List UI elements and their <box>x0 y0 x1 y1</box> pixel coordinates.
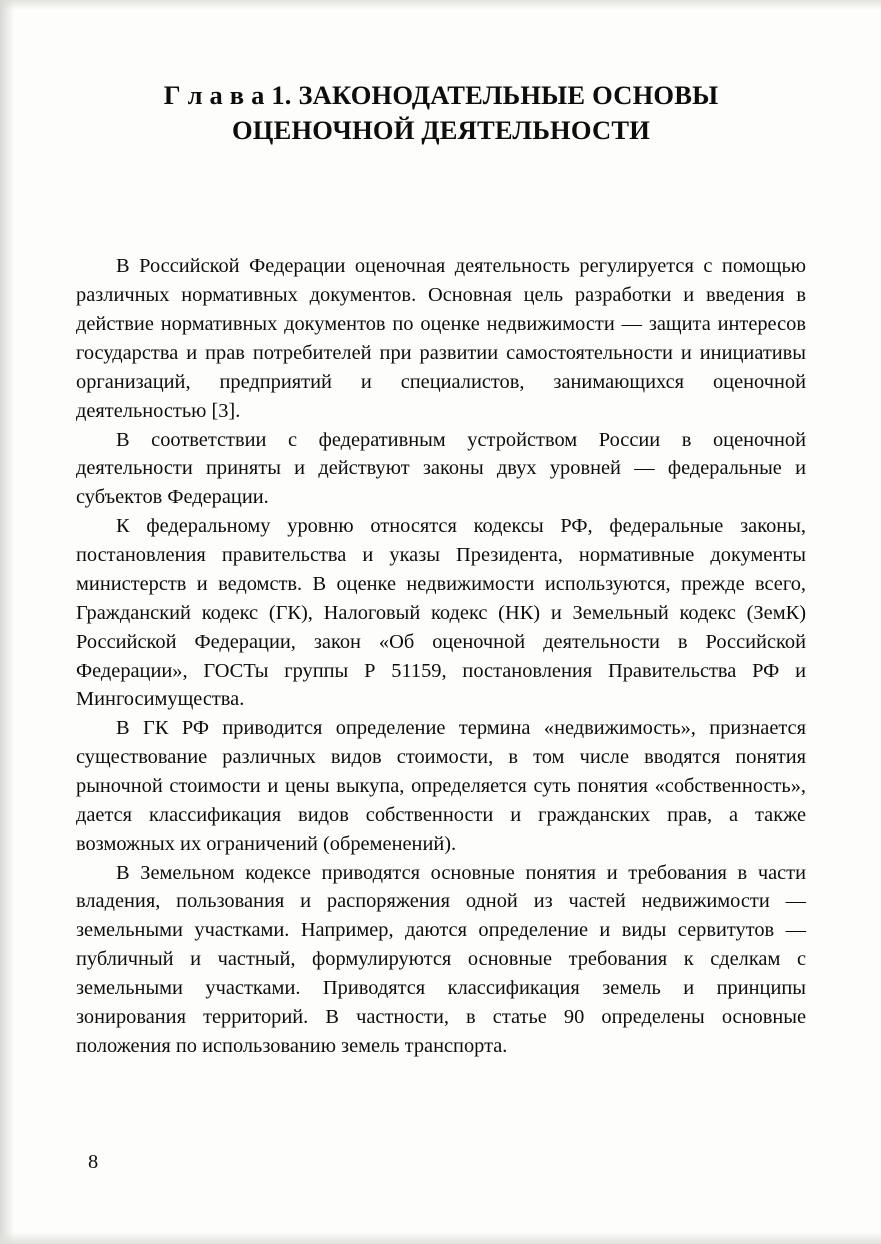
paragraph: В Земельном кодексе приводятся основные понятия и требования в части владения, пользования и распоряжения одной из частей недвижимости — земельными участками. Например, даются определение и виды сервитутов — публичный и частный, формулируются основные требования к сделкам с земельными участками. Приводятся классификация земель и принципы зонирования территорий. В частности, в статье 90 определены основные положения по использованию земель транспорта. <box>76 861 806 1057</box>
chapter-title-line-1: Г л а в а 1. ЗАКОНОДАТЕЛЬНЫЕ ОСНОВЫ <box>163 80 719 110</box>
paragraph: К федеральному уровню относятся кодексы РФ, федеральные законы, постановления правительства и указы Президента, нормативные документы министерств и ведомств. В оценке недвижимости используются, прежде всего, Гражданский кодекс (ГК), Налоговый кодекс (НК) и Земельный кодекс (ЗемК) Российской Федерации, закон «Об оценочной деятельности в Российской Федерации», ГОСТы группы Р 51159, постановления Правительства РФ и Мингосимущества. <box>76 515 806 711</box>
paragraph: В Российской Федерации оценочная деятельность регулируется с помощью различных нормативных документов. Основная цель разработки и введения в действие нормативных документов по оценке недвижимости — защита интересов государства и прав потребителей при развитии самостоятельности и инициативы организаций, предприятий и специалистов, занимающихся оценочной деятельностью [3]. <box>76 255 806 422</box>
page-edge-shading-bottom <box>0 1232 881 1244</box>
body-text <box>76 252 806 1060</box>
paragraph: В соответствии с федеративным устройством России в оценочной деятельности приняты и действуют законы двух уровней — федеральные и субъектов Федерации. <box>76 428 806 509</box>
chapter-title-line-2: ОЦЕНОЧНОЙ ДЕЯТЕЛЬНОСТИ <box>231 115 651 146</box>
chapter-title <box>76 78 806 148</box>
page-number: 8 <box>88 1151 99 1173</box>
page-edge-shading-top <box>0 0 881 10</box>
page-content <box>76 78 806 1061</box>
page-edge-shading-left <box>0 0 14 1244</box>
paragraph: В ГК РФ приводится определение термина «недвижимость», признается существование различных видов стоимости, в том числе вводятся понятия рыночной стоимости и цены выкупа, определяется суть понятия «собственность», дается классификация видов собственности и гражданских прав, а также возможных их ограничений (обременений). <box>76 717 806 855</box>
